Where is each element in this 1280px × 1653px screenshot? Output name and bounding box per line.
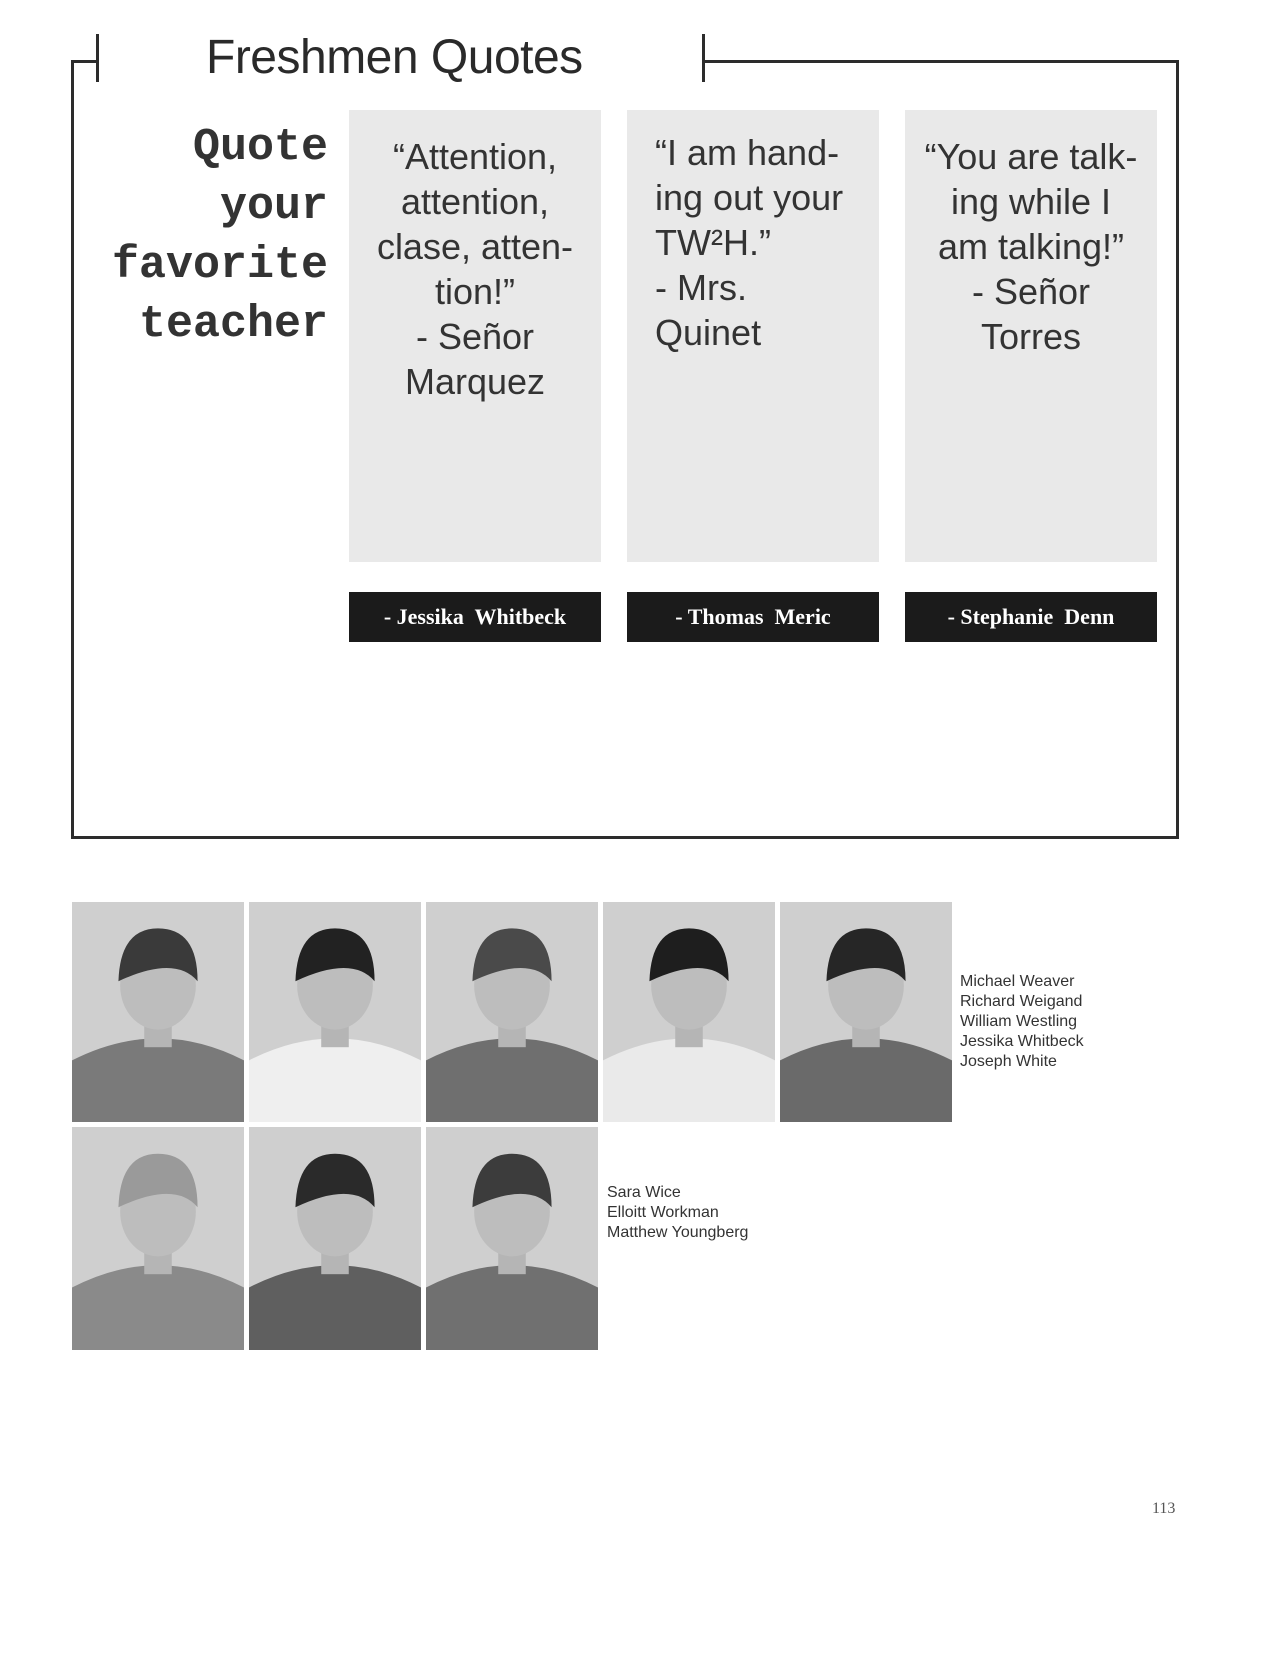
quote-line: - Señor (971, 271, 1091, 312)
quote-line: Torres (980, 316, 1082, 357)
page-number: 113 (1152, 1500, 1176, 1517)
student-portrait (603, 902, 775, 1122)
portrait-silhouette (72, 902, 244, 1122)
student-attribution: - Thomas Meric (627, 592, 879, 642)
portrait-silhouette (72, 1127, 244, 1350)
portrait-shirt (603, 1038, 775, 1122)
row2-names (607, 1183, 748, 1243)
frame-left-edge (71, 60, 74, 839)
student-attribution: - Jessika Whitbeck (349, 592, 601, 642)
student-name: Joseph White (960, 1053, 1057, 1070)
portrait-silhouette (249, 1127, 421, 1350)
student-name: Michael Weaver (960, 973, 1075, 990)
portrait-shirt (426, 1038, 598, 1122)
portrait-silhouette (603, 902, 775, 1122)
frame-left-stub (72, 60, 98, 63)
portrait-shirt (426, 1265, 598, 1350)
quote-line: Marquez (404, 361, 546, 402)
quote-line: “I am hand- (655, 132, 840, 173)
quote-line: - Señor (415, 316, 535, 357)
portrait-shirt (249, 1265, 421, 1350)
prompt-line: teacher (138, 299, 328, 350)
quote-text (655, 130, 869, 355)
portrait-silhouette (426, 902, 598, 1122)
student-portrait (426, 902, 598, 1122)
student-name: Jessika Whitbeck (960, 1033, 1084, 1050)
quote-prompt (100, 118, 328, 354)
portrait-silhouette (426, 1127, 598, 1350)
quote-line: attention, (400, 181, 550, 222)
quote-card (627, 110, 879, 562)
quote-line: clase, atten- (376, 226, 574, 267)
portrait-shirt (72, 1038, 244, 1122)
quote-line: “You are talk- (924, 136, 1138, 177)
portrait-shirt (72, 1265, 244, 1350)
student-portrait (72, 1127, 244, 1350)
row1-names (960, 972, 1084, 1072)
frame-bottom-edge (71, 836, 1179, 839)
portrait-silhouette (249, 902, 421, 1122)
student-name: Elloitt Workman (607, 1204, 719, 1221)
quote-line: - Mrs. (655, 267, 747, 308)
student-attribution: - Stephanie Denn (905, 592, 1157, 642)
student-name: Richard Weigand (960, 993, 1083, 1010)
prompt-line: your (219, 181, 328, 232)
frame-right-tick (702, 34, 705, 82)
quote-line: tion!” (434, 271, 516, 312)
student-portrait (249, 1127, 421, 1350)
student-name: William Westling (960, 1013, 1078, 1030)
student-name: Matthew Youngberg (607, 1224, 749, 1241)
prompt-line: Quote (192, 122, 328, 173)
quote-text (359, 134, 591, 404)
quote-text (915, 134, 1147, 359)
student-name: Sara Wice (607, 1184, 681, 1201)
student-portrait (249, 902, 421, 1122)
student-portrait (426, 1127, 598, 1350)
portrait-silhouette (780, 902, 952, 1122)
quote-card (905, 110, 1157, 562)
prompt-line: favorite (111, 240, 328, 291)
portrait-shirt (249, 1038, 421, 1122)
quote-line: TW²H.” (655, 222, 771, 263)
quote-line: ing out your (655, 177, 844, 218)
quote-line: Quinet (655, 312, 762, 353)
quote-line: “Attention, (392, 136, 558, 177)
portrait-shirt (780, 1038, 952, 1122)
frame-left-tick (96, 34, 99, 82)
student-portrait (780, 902, 952, 1122)
frame-top-right-line (704, 60, 1179, 63)
student-portrait (72, 902, 244, 1122)
quote-line: am talking!” (937, 226, 1125, 267)
page-title: Freshmen Quotes (206, 31, 583, 84)
quote-card (349, 110, 601, 562)
quote-line: ing while I (950, 181, 1112, 222)
frame-right-edge (1176, 60, 1179, 839)
